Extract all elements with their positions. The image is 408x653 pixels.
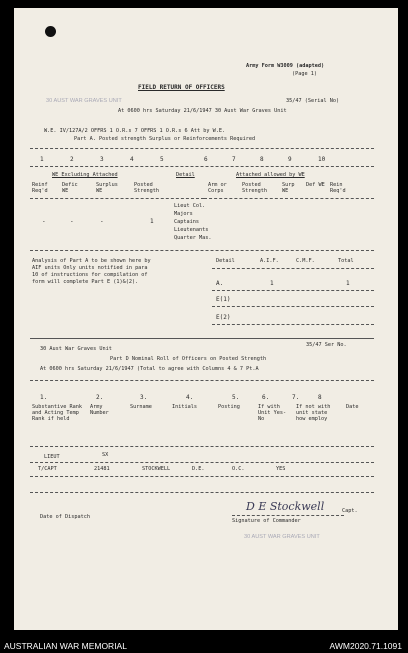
col-num: 8 (318, 394, 322, 401)
col-header: Defic WE (62, 182, 78, 194)
divider (212, 268, 374, 269)
col-header: Posted Strength (134, 182, 159, 194)
roll-army-number: 21481 (94, 466, 110, 472)
analysis-text: form will complete Part E (1)&(2). (32, 279, 139, 285)
punch-hole (45, 26, 56, 37)
col-num: 6. (262, 394, 270, 401)
roll-rank: LIEUT (44, 454, 60, 460)
divider (30, 198, 204, 199)
col-num: 4. (186, 394, 194, 401)
roll-with-unit: YES (276, 466, 286, 472)
capt-suffix: Capt. (342, 508, 358, 514)
roll-posting: O.C. (232, 466, 245, 472)
col-header: If with Unit Yes-No (258, 404, 287, 422)
part-d-title: Part D Nominal Roll of Officers on Posted Strength (110, 356, 267, 362)
form-title: FIELD RETURN OF OFFICERS (138, 84, 225, 91)
col-header: Posted Strength (242, 182, 267, 194)
group-detail: Detail (176, 172, 195, 178)
analysis-aif: 1 (270, 280, 274, 287)
unit-stamp-top: 30 AUST WAR GRAVES UNIT (46, 98, 122, 104)
analysis-row-label: A. (216, 280, 224, 287)
part-d-time-line: At 0600 hrs Saturday 21/6/1947 (Total to agree with Columns 4 & 7 Pt.A (40, 366, 259, 372)
col-num: 2 (70, 156, 74, 163)
col-header: Initials (172, 404, 197, 410)
divider (30, 492, 374, 493)
serial-number: 35/47 (Serial No) (286, 98, 340, 104)
col-header: Surname (130, 404, 152, 410)
part-d-serial: 35/47 Ser No. (306, 342, 347, 348)
cell-value: 1 (150, 218, 154, 225)
cell-value: - (42, 218, 46, 225)
col-header: Surplus WE (96, 182, 118, 194)
analysis-row-label: E(2) (216, 314, 231, 321)
signature-label: Signature of Commander (232, 518, 301, 524)
analysis-header: Detail (216, 258, 235, 264)
report-time-line: At 0600 hrs Saturday 21/6/1947 30 Aust War Graves Unit (118, 108, 287, 114)
col-header: Army Number (90, 404, 109, 416)
col-num: 3. (140, 394, 148, 401)
col-num: 1 (40, 156, 44, 163)
divider (30, 462, 374, 463)
col-num: 1. (40, 394, 48, 401)
form-code: Army Form W3009 (adapted) (246, 63, 325, 69)
divider (30, 446, 374, 447)
establishment-line: W.E. IV/127A/2 OFFRS 1 O.R.s 7 OFFRS 1 O.R.s 6 Att by W.E. (44, 128, 226, 134)
unit-stamp-bottom: 30 AUST WAR GRAVES UNIT (244, 534, 320, 540)
divider (30, 148, 374, 149)
col-num: 5 (160, 156, 164, 163)
analysis-text: Analysis of Part A to be shown here by (32, 258, 151, 264)
analysis-header: C.M.F. (296, 258, 315, 264)
caption-bar (0, 631, 408, 653)
analysis-text: 10 of instructions for compilation of (32, 272, 148, 278)
roll-rank: T/CAPT (38, 466, 57, 472)
rank-label: Quarter Mas. (174, 235, 212, 241)
col-header: Def WE (306, 182, 325, 188)
divider (30, 166, 374, 167)
col-header: Arm or Corps (208, 182, 227, 194)
divider (30, 380, 374, 381)
group-allowed: Attached allowed by WE (236, 172, 305, 178)
rank-label: Lieut Col. (174, 203, 206, 209)
part-a-heading: Part A. Posted strength Surplus or Reinforcements Required (74, 136, 256, 142)
col-num: 2. (96, 394, 104, 401)
col-num: 5. (232, 394, 240, 401)
col-num: 7 (232, 156, 236, 163)
date-of-dispatch-label: Date of Dispatch (40, 514, 90, 520)
commander-signature: D E Stockwell (246, 500, 325, 513)
analysis-header: Total (338, 258, 354, 264)
col-header: Reinf Req'd (32, 182, 48, 194)
cell-value: - (70, 218, 74, 225)
accession-number: AWM2020.71.1091 (329, 641, 402, 651)
group-excluding: WE Excluding Attached (52, 172, 118, 178)
col-header: If not with unit state how employ (296, 404, 331, 422)
roll-surname: STOCKWELL (142, 466, 171, 472)
col-num: 4 (130, 156, 134, 163)
col-num: 9 (288, 156, 292, 163)
col-num: 7. (292, 394, 300, 401)
col-num: 3 (100, 156, 104, 163)
col-num: 10 (318, 156, 326, 163)
page-number: (Page 1) (292, 71, 317, 77)
signature-line (232, 515, 344, 516)
rank-label: Majors (174, 211, 193, 217)
analysis-row-label: E(1) (216, 296, 231, 303)
divider (212, 306, 374, 307)
rank-label: Captains (174, 219, 199, 225)
divider (212, 290, 374, 291)
divider (30, 476, 374, 477)
cell-value: - (100, 218, 104, 225)
col-header: Posting (218, 404, 240, 410)
divider (212, 324, 374, 325)
archive-name: AUSTRALIAN WAR MEMORIAL (4, 641, 127, 651)
col-header: Surp WE (282, 182, 295, 194)
roll-initials: D.E. (192, 466, 205, 472)
divider (30, 250, 374, 251)
col-header: Date (346, 404, 359, 410)
divider (204, 198, 374, 199)
col-num: 8 (260, 156, 264, 163)
part-d-unit: 30 Aust War Graves Unit (40, 346, 112, 352)
analysis-text: AIF units Only units notified in para (32, 265, 148, 271)
col-num: 6 (204, 156, 208, 163)
analysis-total: 1 (346, 280, 350, 287)
divider (30, 338, 374, 339)
col-header: Substantive Rank and Acting Temp Rank if held (32, 404, 82, 422)
col-header: Rein Req'd (330, 182, 346, 194)
roll-army-number: SX (102, 452, 109, 458)
rank-label: Lieutenants (174, 227, 209, 233)
analysis-header: A.I.F. (260, 258, 279, 264)
